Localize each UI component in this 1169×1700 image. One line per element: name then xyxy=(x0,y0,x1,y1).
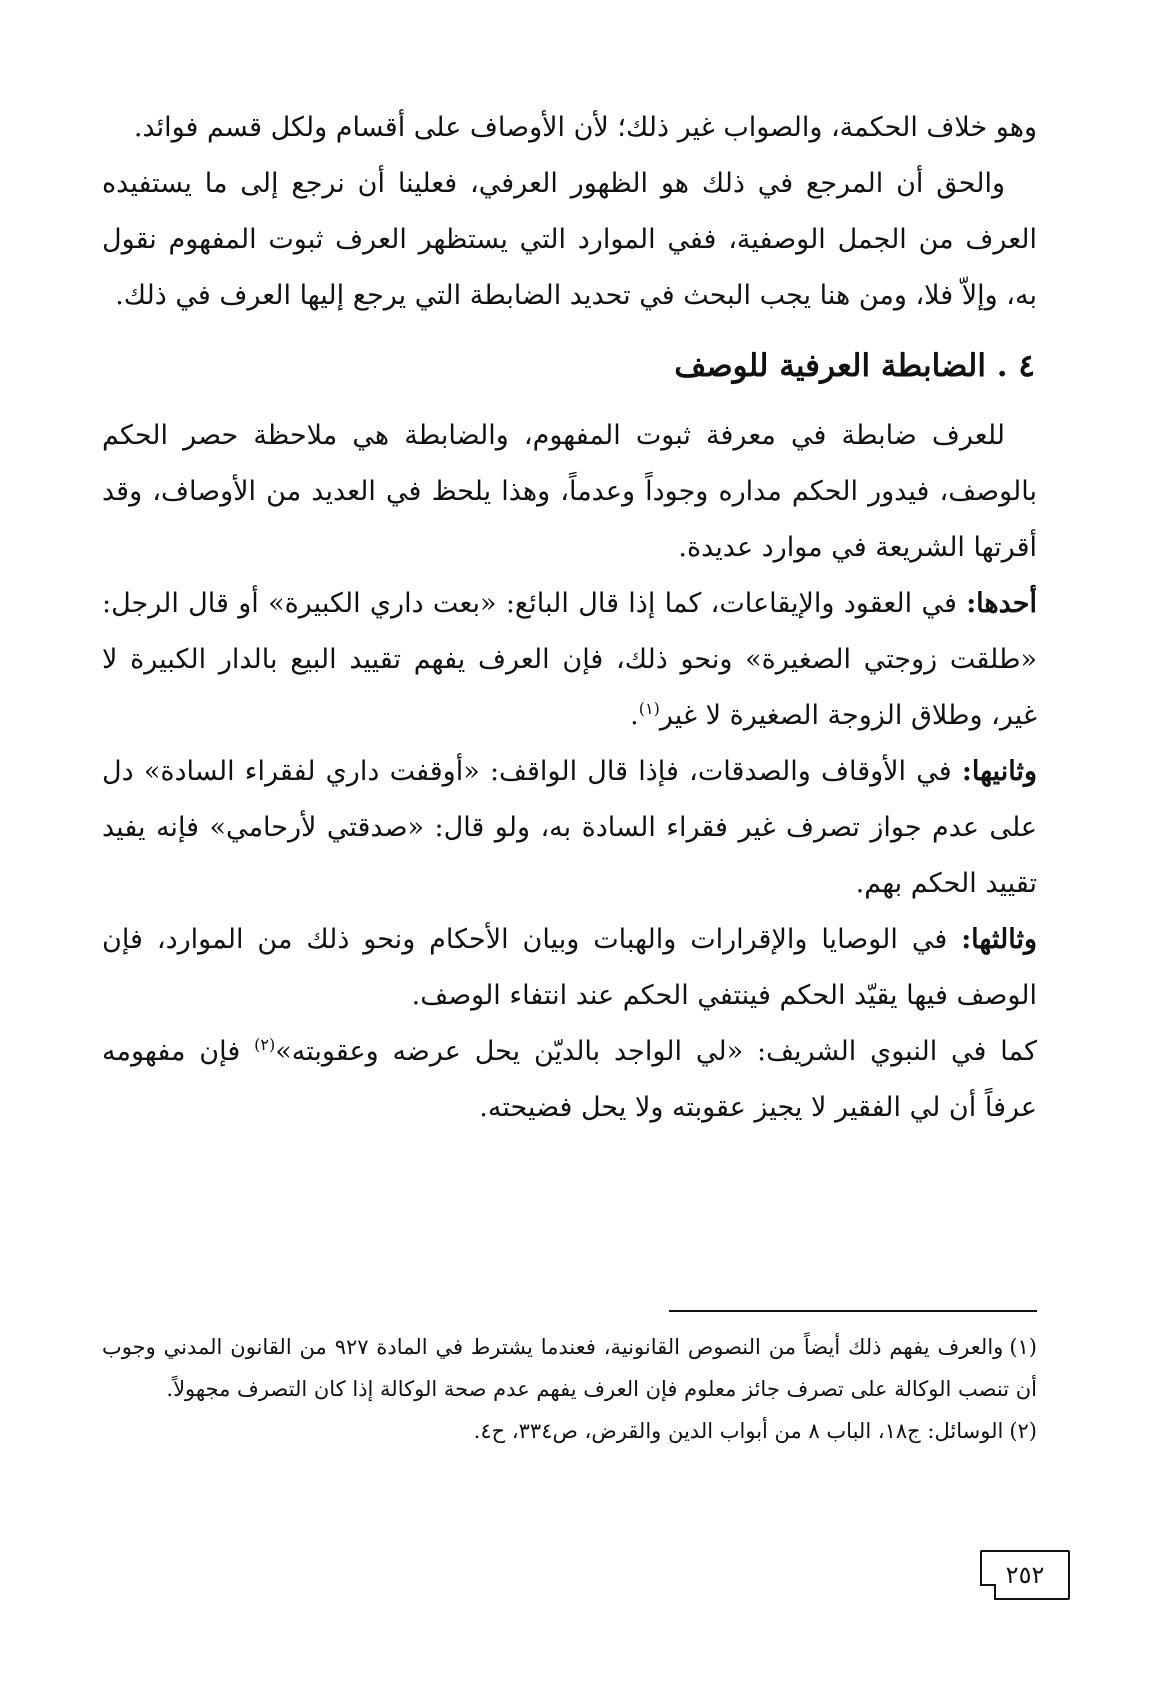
footnote-1-number: (١) xyxy=(1009,1335,1037,1359)
paragraph-5 xyxy=(102,744,1037,912)
footnote-divider xyxy=(669,1310,1037,1312)
paragraph-2: والحق أن المرجع في ذلك هو الظهور العرفي، فعلينا أن نرجع إلى ما يستفيده العرف من الجمل الوصفية، ففي الموارد التي يستظهر العرف ثبوت المفهوم نقول به، وإلاّ فلا، ومن هنا يجب البحث في تحديد الضابطة التي يرجع إليها العرف في ذلك. xyxy=(102,168,1037,311)
paragraph-5-text: في الأوقاف والصدقات، فإذا قال الواقف: «أوقفت داري لفقراء السادة» دل على عدم جواز تصرف غير فقراء السادة به، ولو قال: «صدقتي لأرحامي» فإنه يفيد تقييد الحكم بهم. xyxy=(102,756,1037,899)
footnote-1 xyxy=(102,1326,1037,1410)
paragraph-7-text: كما في النبوي الشريف: «لي الواجد بالديّن يحل عرضه وعقوبته» xyxy=(275,1036,1037,1067)
footnotes xyxy=(102,1310,1037,1452)
paragraph-4 xyxy=(102,576,1037,744)
paragraph-5-lead: وثانيها: xyxy=(961,756,1037,787)
footnote-ref-2[interactable]: (٢) xyxy=(254,1035,276,1054)
section-heading: ٤ . الضابطة العرفية للوصف xyxy=(674,348,1035,384)
page-corner-fold-icon xyxy=(980,1584,996,1600)
paragraph-4-lead: أحدها: xyxy=(966,588,1037,619)
paragraph-6-lead: وثالثها: xyxy=(961,924,1037,955)
paragraph-1: وهو خلاف الحكمة، والصواب غير ذلك؛ لأن الأوصاف على أقسام ولكل قسم فوائد. xyxy=(133,112,1037,143)
page-body xyxy=(102,100,1037,1136)
paragraph-7-end: فإن مفهومه عرفاً أن لي الفقير لا يجيز عقوبته ولا يحل فضيحته. xyxy=(102,1036,1037,1123)
paragraph-3: للعرف ضابطة في معرفة ثبوت المفهوم، والضابطة هي ملاحظة حصر الحكم بالوصف، فيدور الحكم مداره وجوداً وعدماً، وهذا يلحظ في العديد من الأوصاف، وقد أقرتها الشريعة في موارد عديدة. xyxy=(102,420,1037,563)
paragraph-6-text: في الوصايا والإقرارات والهبات وبيان الأحكام ونحو ذلك من الموارد، فإن الوصف فيها يقيّد الحكم فينتفي الحكم عند انتفاء الوصف. xyxy=(102,924,1037,1011)
paragraph-7 xyxy=(102,1024,1037,1136)
footnote-2-number: (٢) xyxy=(1009,1419,1037,1443)
page-number-box xyxy=(980,1550,1070,1600)
page-number: ٢٥٢ xyxy=(1005,1561,1045,1589)
paragraph-4-text: في العقود والإيقاعات، كما إذا قال البائع: «بعت داري الكبيرة» أو قال الرجل: «طلقت زوجتي الصغيرة» ونحو ذلك، فإن العرف يفهم تقييد البيع بالدار الكبيرة لا غير، وطلاق الزوجة الصغيرة لا غير xyxy=(102,588,1037,731)
footnote-2-text: الوسائل: ج١٨، الباب ٨ من أبواب الدين والقرض، ص٣٣٤، ح٤. xyxy=(473,1419,1004,1443)
paragraph-4-end: . xyxy=(630,700,639,731)
footnote-ref-1[interactable]: (١) xyxy=(638,699,660,718)
footnote-1-text: والعرف يفهم ذلك أيضاً من النصوص القانونية، فعندما يشترط في المادة ٩٢٧ من القانون المدني وجوب أن تنصب الوكالة على تصرف جائز معلوم فإن العرف يفهم عدم صحة الوكالة إذا كان التصرف مجهولاً. xyxy=(102,1335,1037,1401)
paragraph-6 xyxy=(102,912,1037,1024)
footnote-2 xyxy=(102,1410,1037,1452)
